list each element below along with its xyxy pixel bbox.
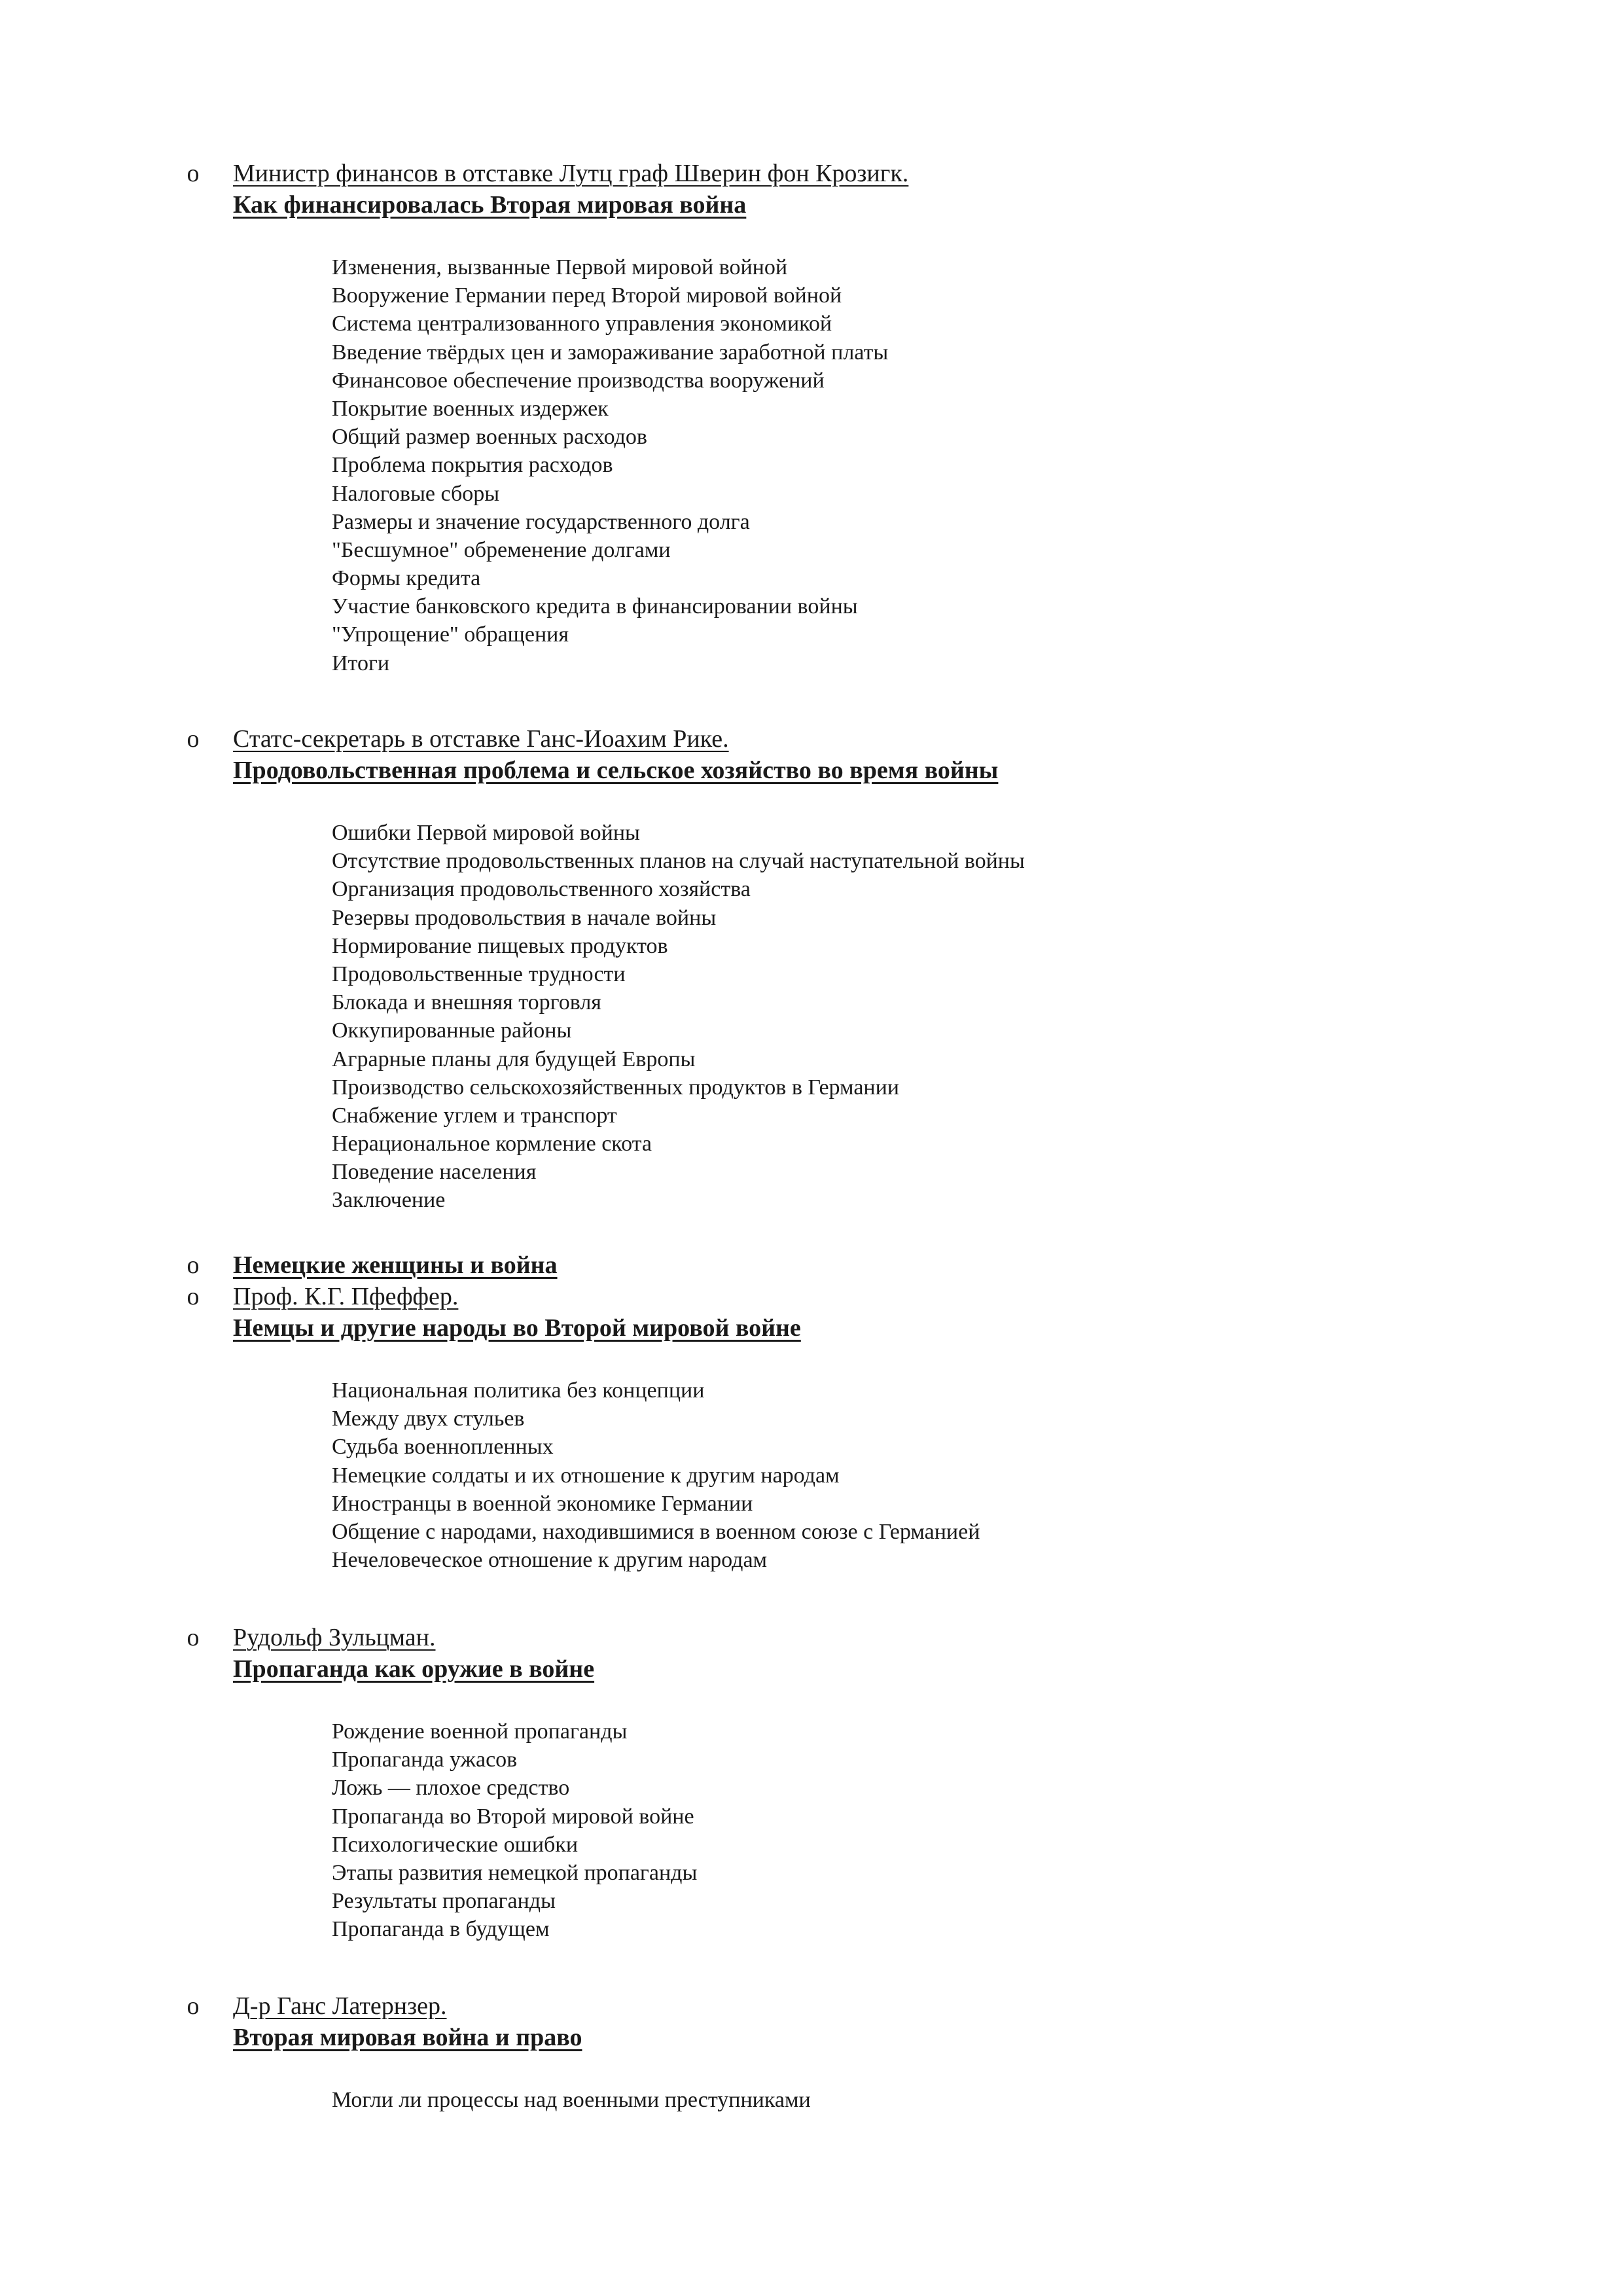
contents-item: Могли ли процессы над военными преступниками xyxy=(332,2088,811,2112)
contents-item: Этапы развития немецкой пропаганды xyxy=(332,1860,698,1885)
contents-item: Покрытие военных издержек xyxy=(332,396,609,421)
contents-item: Ложь — плохое средство xyxy=(332,1776,570,1801)
contents-item: Итоги xyxy=(332,651,390,675)
contents-item: Результаты пропаганды xyxy=(332,1889,556,1914)
contents-item: Общий размер военных расходов xyxy=(332,425,647,450)
section-title[interactable]: Продовольственная проблема и сельское хозяйство во время войны xyxy=(233,757,999,784)
contents-item: Отсутствие продовольственных планов на случай наступательной войны xyxy=(332,849,1025,874)
contents-item: Введение твёрдых цен и замораживание заработной платы xyxy=(332,340,889,365)
section-contents xyxy=(332,2086,811,2114)
contents-item: Налоговые сборы xyxy=(332,481,500,506)
section-title[interactable]: Вторая мировая война и право xyxy=(233,2024,582,2051)
contents-item: Оккупированные районы xyxy=(332,1018,572,1043)
bullet-marker: o xyxy=(187,725,200,753)
contents-item: Вооружение Германии перед Второй мировой войной xyxy=(332,283,842,308)
contents-item: Судьба военнопленных xyxy=(332,1435,554,1460)
section-contents xyxy=(332,1376,980,1574)
contents-item: Нормирование пищевых продуктов xyxy=(332,933,668,958)
contents-item: Пропаганда ужасов xyxy=(332,1748,518,1772)
section-author[interactable]: Д-р Ганс Латернзер. xyxy=(233,1992,447,2020)
section-author[interactable]: Статс-секретарь в отставке Ганс-Иоахим Рике. xyxy=(233,725,729,753)
contents-item: Заключение xyxy=(332,1188,446,1213)
contents-item: Участие банковского кредита в финансировании войны xyxy=(332,594,858,619)
contents-item: Пропаганда в будущем xyxy=(332,1917,550,1942)
contents-item: Блокада и внешняя торговля xyxy=(332,990,601,1015)
bullet-marker: o xyxy=(187,1283,200,1310)
section-title[interactable]: Пропаганда как оружие в войне xyxy=(233,1655,595,1683)
bullet-marker: o xyxy=(187,1624,200,1651)
contents-item: Общение с народами, находившимися в военном союзе с Германией xyxy=(332,1519,980,1544)
section-contents xyxy=(332,1717,697,1944)
section-author[interactable]: Министр финансов в отставке Лутц граф Шверин фон Крозигк. xyxy=(233,160,909,187)
contents-item: Финансовое обеспечение производства вооружений xyxy=(332,368,825,393)
bullet-marker: o xyxy=(187,160,200,187)
contents-item: "Бесшумное" обременение долгами xyxy=(332,537,671,562)
contents-item: Проблема покрытия расходов xyxy=(332,453,613,478)
contents-item: "Упрощение" обращения xyxy=(332,622,569,647)
contents-item: Иностранцы в военной экономике Германии xyxy=(332,1491,753,1516)
bullet-marker: o xyxy=(187,1992,200,2020)
section-title[interactable]: Как финансировалась Вторая мировая война xyxy=(233,191,747,219)
contents-item: Размеры и значение государственного долга xyxy=(332,509,750,534)
section-author[interactable]: Рудольф Зульцман. xyxy=(233,1624,436,1651)
contents-item: Снабжение углем и транспорт xyxy=(332,1103,617,1128)
contents-item: Пропаганда во Второй мировой войне xyxy=(332,1804,694,1829)
contents-item: Резервы продовольствия в начале войны xyxy=(332,905,717,930)
bullet-marker: o xyxy=(187,1251,200,1279)
contents-item: Нечеловеческое отношение к другим народам xyxy=(332,1548,768,1573)
contents-item: Организация продовольственного хозяйства xyxy=(332,877,751,902)
contents-item: Немецкие солдаты и их отношение к другим народам xyxy=(332,1463,840,1488)
contents-item: Между двух стульев xyxy=(332,1407,525,1431)
contents-item: Поведение населения xyxy=(332,1160,537,1185)
contents-item: Производство сельскохозяйственных продуктов в Германии xyxy=(332,1075,899,1100)
contents-item: Национальная политика без концепции xyxy=(332,1378,705,1403)
contents-item: Система централизованного управления экономикой xyxy=(332,312,832,336)
contents-item: Психологические ошибки xyxy=(332,1832,579,1857)
contents-item: Нерациональное кормление скота xyxy=(332,1132,652,1157)
contents-item: Формы кредита xyxy=(332,566,481,591)
contents-item: Ошибки Первой мировой войны xyxy=(332,821,640,845)
contents-item: Продовольственные трудности xyxy=(332,961,626,986)
section-author[interactable]: Проф. К.Г. Пфеффер. xyxy=(233,1283,459,1310)
section-contents xyxy=(332,253,888,677)
section-title[interactable]: Немцы и другие народы во Второй мировой войне xyxy=(233,1314,801,1342)
contents-item: Изменения, вызванные Первой мировой войной xyxy=(332,255,788,279)
contents-item: Рождение военной пропаганды xyxy=(332,1719,628,1744)
section-contents xyxy=(332,819,1025,1215)
section-title[interactable]: Немецкие женщины и война xyxy=(233,1251,558,1279)
contents-item: Аграрные планы для будущей Европы xyxy=(332,1047,696,1071)
